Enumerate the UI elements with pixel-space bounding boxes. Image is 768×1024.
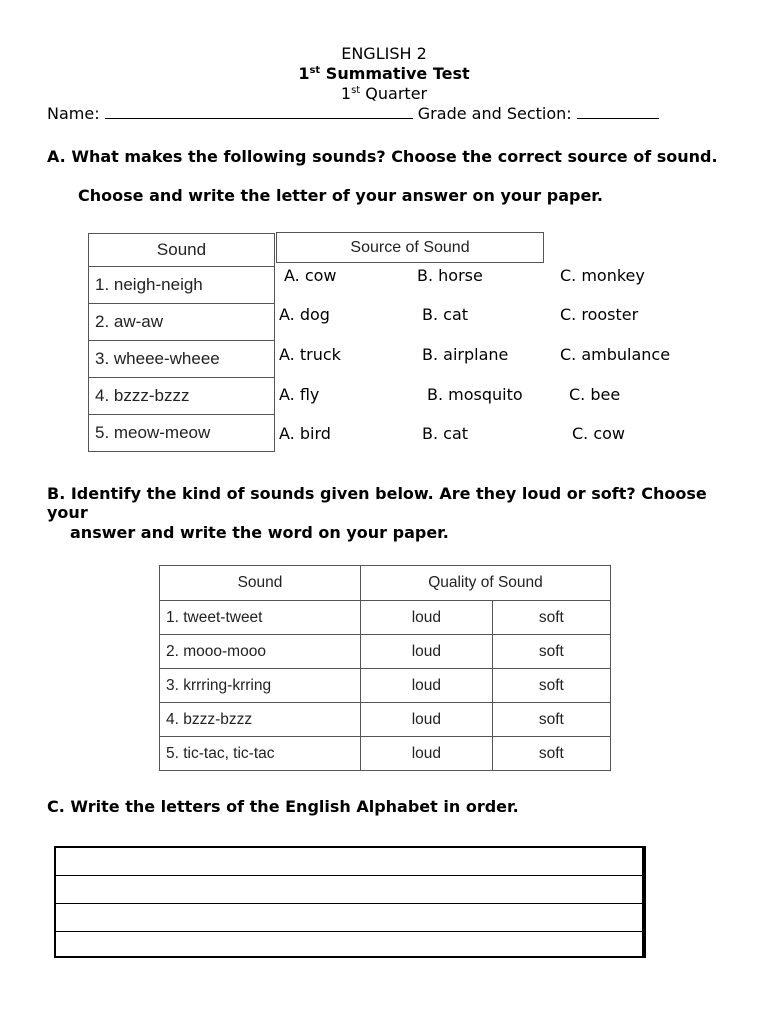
test-title: [0, 64, 768, 83]
grade-section-label: Grade and Section:: [417, 104, 572, 123]
loud-cell: loud: [361, 635, 493, 669]
loud-cell: loud: [361, 669, 493, 703]
option-b: B. mosquito: [427, 385, 523, 404]
name-label: Name:: [47, 104, 100, 123]
loud-cell: loud: [361, 601, 493, 635]
sound-item: 5. meow-meow: [89, 415, 275, 452]
option-b: B. cat: [422, 305, 469, 324]
table-row: [160, 703, 611, 737]
section-a-instruction-2: Choose and write the letter of your answer on your paper.: [78, 186, 603, 205]
option-b: B. airplane: [422, 345, 509, 364]
soft-cell: soft: [492, 737, 610, 771]
subject-title: ENGLISH 2: [341, 44, 427, 63]
loud-cell: loud: [361, 703, 493, 737]
sound-header: Sound: [89, 234, 275, 267]
quarter-ordinal-suffix: st: [351, 85, 361, 96]
option-a: A. cow: [284, 266, 337, 285]
section-a-instruction: A. What makes the following sounds? Choose the correct source of sound.: [47, 147, 718, 166]
sound-cell: 4. bzzz-bzzz: [160, 703, 361, 737]
alphabet-writing-box[interactable]: [54, 846, 646, 958]
test-title-text: Summative Test: [325, 64, 470, 83]
sound-cell: 3. krrring-krring: [160, 669, 361, 703]
option-a: A. fly: [279, 385, 320, 404]
grade-section-blank[interactable]: [577, 104, 659, 119]
section-c-instruction: C. Write the letters of the English Alphabet in order.: [47, 797, 519, 816]
source-of-sound-header: Source of Sound: [276, 232, 544, 263]
quality-header: Quality of Sound: [361, 566, 611, 601]
sound-header: Sound: [160, 566, 361, 601]
table-row: [160, 669, 611, 703]
writing-line: [56, 931, 642, 932]
sound-cell: 1. tweet-tweet: [160, 601, 361, 635]
option-c: C. cow: [572, 424, 626, 443]
quarter-label: Quarter: [365, 84, 428, 103]
soft-cell: soft: [492, 669, 610, 703]
writing-line: [56, 903, 642, 904]
writing-line: [56, 875, 642, 876]
sound-item: 2. aw-aw: [89, 304, 275, 341]
sound-item: 4. bzzz-bzzz: [89, 378, 275, 415]
option-a: A. bird: [279, 424, 331, 443]
sound-cell: 5. tic-tac, tic-tac: [160, 737, 361, 771]
table-row: [160, 635, 611, 669]
option-c: C. monkey: [560, 266, 645, 285]
option-a: A. dog: [279, 305, 330, 324]
option-a: A. truck: [279, 345, 341, 364]
section-b-instruction-2: answer and write the word on your paper.: [70, 523, 449, 542]
name-blank[interactable]: [105, 104, 413, 119]
quarter-ordinal: 1: [340, 84, 352, 103]
soft-cell: soft: [492, 703, 610, 737]
table-row: [160, 601, 611, 635]
quarter-title: [0, 84, 768, 103]
option-b: B. cat: [422, 424, 469, 443]
option-c: C. bee: [569, 385, 621, 404]
name-field: [47, 104, 659, 123]
sound-table-a: [88, 233, 275, 452]
sound-quality-table: [159, 565, 611, 771]
sound-item: 1. neigh-neigh: [89, 267, 275, 304]
test-ordinal: 1: [298, 64, 310, 83]
sound-item: 3. wheee-wheee: [89, 341, 275, 378]
option-c: C. ambulance: [560, 345, 671, 364]
table-row: [160, 737, 611, 771]
option-b: B. horse: [417, 266, 483, 285]
option-c: C. rooster: [560, 305, 639, 324]
soft-cell: soft: [492, 601, 610, 635]
sound-cell: 2. mooo-mooo: [160, 635, 361, 669]
test-ordinal-suffix: st: [309, 65, 321, 76]
soft-cell: soft: [492, 635, 610, 669]
section-b-instruction: B. Identify the kind of sounds given below. Are they loud or soft? Choose your: [47, 484, 707, 522]
loud-cell: loud: [361, 737, 493, 771]
